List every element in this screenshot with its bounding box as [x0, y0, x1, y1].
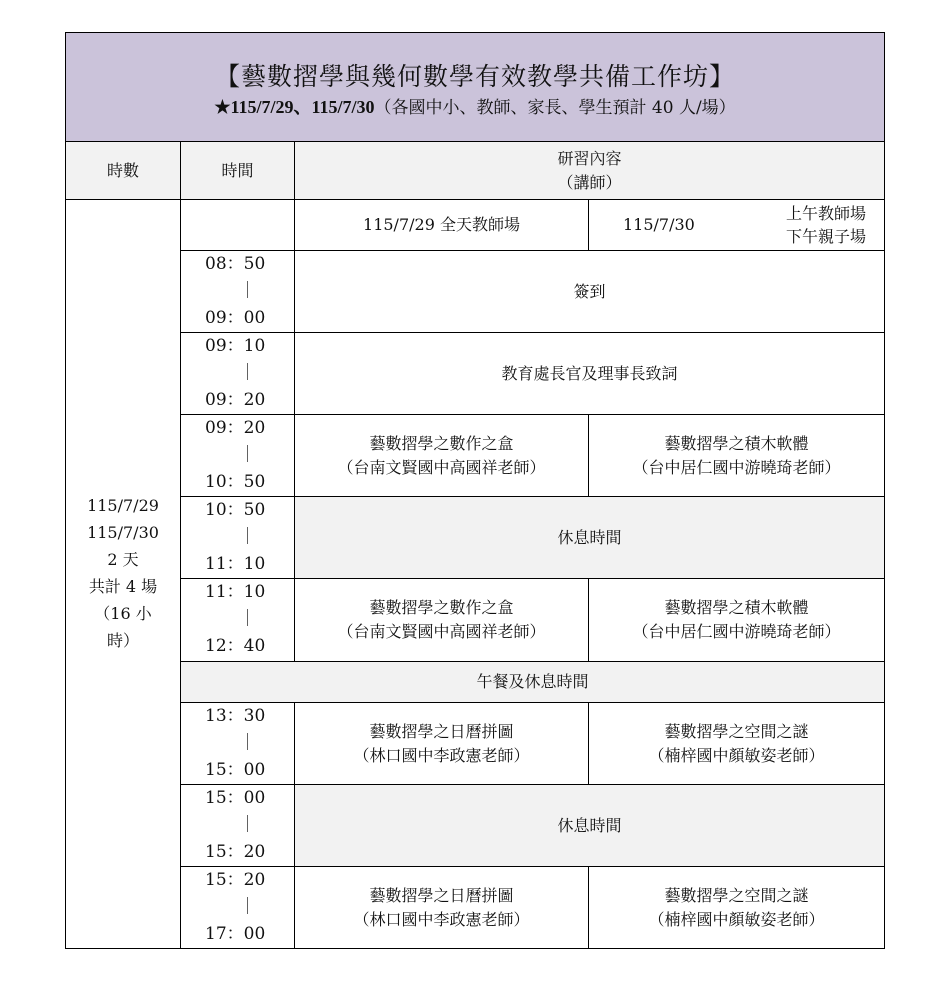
- table-row: [66, 662, 885, 703]
- session-left: [295, 867, 589, 949]
- session-teacher: （台南文賢國中高國祥老師）: [337, 622, 546, 641]
- summary-line: 時）: [106, 631, 139, 650]
- table-row: [66, 579, 885, 662]
- day2-am-label: 上午教師場: [786, 204, 867, 223]
- subtitle-dates: 115/7/29、115/7/30: [230, 96, 375, 117]
- time-start: 08：50: [205, 254, 266, 274]
- table-row: [66, 867, 885, 949]
- time-end: 09：00: [205, 308, 266, 328]
- session-teacher: （台南文賢國中高國祥老師）: [337, 457, 546, 477]
- session-teacher: （林口國中李政憲老師）: [353, 909, 530, 929]
- session-title: 藝數摺學之數作之盒: [369, 433, 514, 453]
- time-end: 12：40: [205, 636, 266, 656]
- session-content: 簽到: [295, 251, 885, 333]
- table-row: [66, 333, 885, 415]
- title-row: [66, 33, 885, 142]
- col-header-content-line1: 研習內容: [557, 148, 622, 168]
- time-end: 10：50: [205, 472, 266, 492]
- session-title: 藝數摺學之數作之盒: [369, 598, 514, 617]
- day2-label: 115/7/30: [623, 215, 695, 234]
- time-separator: ｜: [239, 733, 256, 753]
- col-header-content: [295, 142, 885, 200]
- summary-line: 115/7/30: [87, 523, 159, 542]
- table-row: [66, 785, 885, 867]
- time-start: 11：10: [205, 582, 266, 602]
- session-left: [295, 415, 589, 497]
- time-end: 15：20: [205, 842, 266, 862]
- session-teacher: （楠梓國中顏敏姿老師）: [648, 745, 825, 765]
- time-start: 09：20: [205, 418, 266, 438]
- session-title: 藝數摺學之積木軟體: [664, 433, 809, 453]
- session-content: 休息時間: [295, 497, 885, 579]
- summary-line: 115/7/29: [87, 496, 159, 515]
- time-separator: ｜: [239, 815, 256, 835]
- hours-summary-cell: [66, 200, 181, 949]
- session-title: 藝數摺學之日曆拼圖: [369, 721, 514, 741]
- session-title: 藝數摺學之空間之謎: [664, 885, 809, 905]
- session-right: [589, 415, 885, 497]
- time-range: [181, 579, 295, 662]
- time-separator: ｜: [239, 363, 256, 383]
- time-start: 10：50: [205, 500, 266, 520]
- time-separator: ｜: [239, 281, 256, 301]
- column-header-row: [66, 142, 885, 200]
- col-header-content-line2: （講師）: [557, 172, 622, 192]
- table-row: [66, 251, 885, 333]
- table-row: [66, 497, 885, 579]
- day2-cell: [589, 200, 885, 251]
- session-title: 藝數摺學之日曆拼圖: [369, 885, 514, 905]
- schedule-table: [65, 32, 885, 949]
- time-range: [181, 415, 295, 497]
- session-title: 藝數摺學之積木軟體: [664, 598, 809, 617]
- day1-label: 115/7/29 全天教師場: [295, 200, 589, 251]
- session-right: [589, 867, 885, 949]
- session-left: [295, 579, 589, 662]
- time-separator: ｜: [239, 609, 256, 629]
- session-teacher: （台中居仁國中游曉琦老師）: [632, 622, 841, 641]
- time-end: 09：20: [205, 390, 266, 410]
- time-end: 11：10: [205, 554, 266, 574]
- session-right: [589, 703, 885, 785]
- time-end: 15：00: [205, 760, 266, 780]
- session-right: [589, 579, 885, 662]
- subtitle-note: （各國中小、教師、家長、學生預計 40 人/場）: [374, 97, 736, 118]
- star-icon: ★: [214, 96, 231, 117]
- col-header-time: 時間: [181, 142, 295, 200]
- time-range: [181, 703, 295, 785]
- col-header-hours: 時數: [66, 142, 181, 200]
- time-separator: ｜: [239, 527, 256, 547]
- time-start: 13：30: [205, 706, 266, 726]
- session-teacher: （林口國中李政憲老師）: [353, 745, 530, 765]
- table-row: [66, 415, 885, 497]
- time-range: [181, 867, 295, 949]
- summary-line: 2 天: [107, 550, 139, 569]
- session-title: 藝數摺學之空間之謎: [664, 721, 809, 741]
- session-teacher: （台中居仁國中游曉琦老師）: [632, 457, 841, 477]
- summary-line: （16 小: [94, 604, 152, 623]
- date-row: [66, 200, 885, 251]
- time-range: [181, 497, 295, 579]
- session-left: [295, 703, 589, 785]
- session-content: 休息時間: [295, 785, 885, 867]
- title-cell: [66, 33, 885, 142]
- time-start: 15：00: [205, 788, 266, 808]
- empty-time-cell: [181, 200, 295, 251]
- page-subtitle: [66, 94, 884, 121]
- time-range: [181, 333, 295, 415]
- session-teacher: （楠梓國中顏敏姿老師）: [648, 909, 825, 929]
- summary-line: 共計 4 場: [88, 577, 158, 596]
- time-end: 17：00: [205, 924, 266, 944]
- time-start: 09：10: [205, 336, 266, 356]
- time-separator: ｜: [239, 445, 256, 465]
- lunch-break: 午餐及休息時間: [181, 662, 885, 703]
- time-separator: ｜: [239, 897, 256, 917]
- table-row: [66, 703, 885, 785]
- time-start: 15：20: [205, 870, 266, 890]
- page-title: 【藝數摺學與幾何數學有效教學共備工作坊】: [215, 61, 736, 91]
- day2-pm-label: 下午親子場: [786, 227, 867, 246]
- session-content: 教育處長官及理事長致詞: [295, 333, 885, 415]
- time-range: [181, 251, 295, 333]
- time-range: [181, 785, 295, 867]
